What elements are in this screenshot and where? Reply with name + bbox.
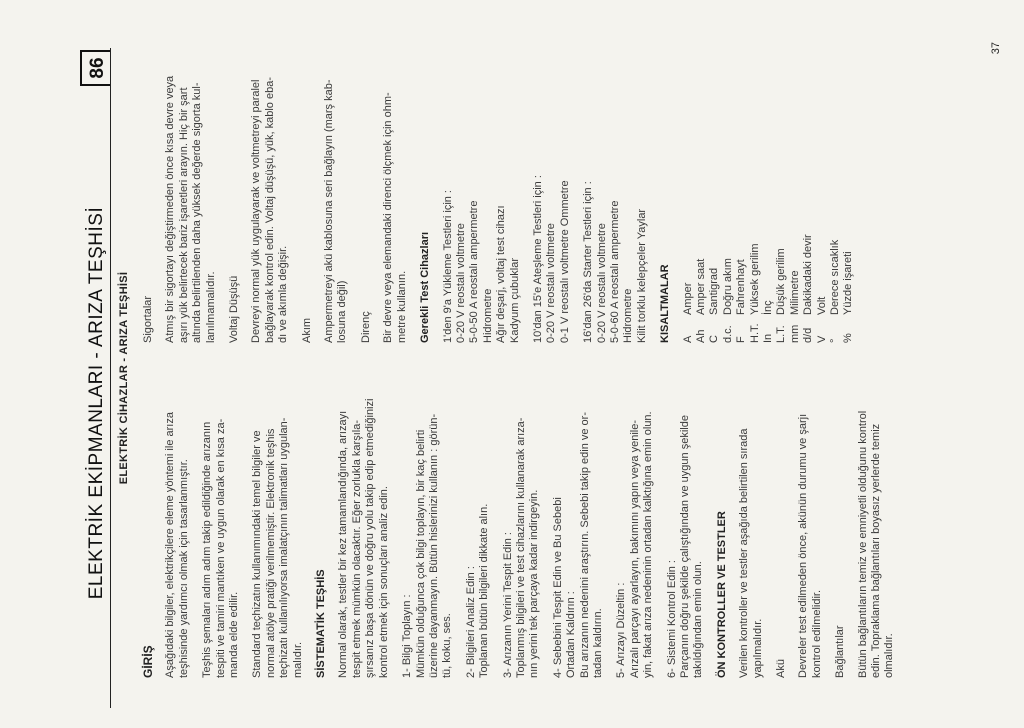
heading-kisaltmalar: KISALTMALAR xyxy=(659,264,672,343)
list-item: L.T. Düşük gerilim xyxy=(775,248,788,343)
page-title: ELEKTRİK EKİPMANLARI - ARIZA TEŞHİSİ xyxy=(86,206,107,600)
list-item: ° Derece sıcaklık xyxy=(829,239,842,343)
page-number: 37 xyxy=(990,42,1002,55)
paragraph: Standard teçhizatın kullanımındaki temel bilgiler ve normal atölye pratiği verilmemiştir. Elektronik teşhis teçhizatı kullanılıyorsa imalatçının talimatları uygulan- malıdır. xyxy=(251,417,304,678)
test-group-2: 10'dan 15'e Ateşleme Testleri için : 0-20 V reostalı voltmetre 0-1 V reostalı voltmetre Ommetre xyxy=(531,175,571,343)
paragraph: Devreyi normal yük uygulayarak ve voltmetreyi paralel bağlayarak kontrol edin. Voltaj düşüşü, yük, kablo eba- dı ve akımla değişir. xyxy=(250,77,290,343)
paragraph: Bir devre veya elemandaki direnci ölçmek için ohm- metre kullanın. xyxy=(382,92,408,343)
right-column xyxy=(142,43,856,343)
list-item: V Volt xyxy=(815,296,828,343)
step-2: 2- Bilgileri Analiz Edin : Toplanan bütün bilgileri dikkate alın. xyxy=(464,503,491,678)
list-item: mm Milimetre xyxy=(788,270,801,343)
step-3: 3- Arızanın Yerini Tespit Edin : Toplanmış bilgileri ve test cihazlarını kullanarak arıza- nın yerini tek parçaya kadar indirgeyin. xyxy=(501,417,541,678)
heading-sigortalar: Sigortalar xyxy=(142,295,154,343)
paragraph: Aşağıdaki bilgiler, elektrikçilere eleme yöntemi ile arıza teşhisinde yardımcı olmak için tasarlanmıştır. xyxy=(164,412,190,678)
list-item: d/d Dakikadaki devir xyxy=(802,234,815,343)
heading-baglantilar: Bağlantılar xyxy=(834,625,847,678)
paragraph: Bütün bağlantıların temiz ve emniyetli olduğunu kontrol edin. Topraklama bağlantıları boyasız yerlerde temiz olmalıdır. xyxy=(856,410,896,678)
section-subtitle: ELEKTRİK CİHAZLAR - ARIZA TEŞHİSİ xyxy=(118,271,130,485)
heading-gerekli-test-cihazlari: Gerekli Test Cihazları xyxy=(419,231,432,343)
step-4: 4- Sebebini Tespit Edin ve Bu Sebebi Ortadan Kaldırın : Bu arızanın nedenini araştırın. Sebebi takip edin ve or- tadan kaldırın. xyxy=(551,412,604,678)
page-header xyxy=(70,48,111,708)
step-6: 6- Sistemi Kontrol Edin : Parçanın doğru şekilde çalıştığından ve uygun şekilde takıldığından emin olun. xyxy=(665,415,705,678)
step-1: 1- Bilgi Toplayın : Mümkün olduğunca çok bilgi toplayın, bir kaç belirti üzerine dayanmayın. Bütün hislerinizi kullanın : görün- tü, koku, ses. xyxy=(401,413,454,678)
paragraph: Atmış bir sigortayı değiştirmeden önce kısa devre veya aşırı yük belirtecek bariz işaretleri arayın. Hiç bir şart altında belirtilenden daha yüksek değerde sigorta kul- lanılmamalıdır. xyxy=(164,75,217,343)
heading-voltaj: Voltaj Düşüşü xyxy=(228,275,241,343)
list-item: In İnç xyxy=(762,300,775,343)
step-5: 5- Arızayı Düzeltin : Arızalı parçayı ayarlayın, bakımını yapın veya yenile- yin, fakat arıza nedeninin ortadan kalktığına emin olun. xyxy=(615,411,655,678)
heading-giris: GİRİŞ xyxy=(141,645,155,678)
paragraph: Teşhis şemaları adım adım takip edildiğinde arızanın tespiti ve tamiri mantıken ve uygun olarak en kısa za- manda elde edilir. xyxy=(201,418,241,678)
heading-on-kontroller: ÖN KONTROLLER VE TESTLER xyxy=(715,511,728,678)
list-item: C Santigrad xyxy=(708,267,721,343)
left-column xyxy=(142,373,907,678)
test-group-1: 1'den 9'a Yükleme Testleri için : 0-20 V reostalı voltmetre 5-0-50 A reostalı ampermetre Hidrometre Ağır deşarj, voltaj test cihazı Kadyum çubuklar xyxy=(441,190,521,343)
heading-aku: Akü xyxy=(775,659,788,678)
heading-direnc: Direnç xyxy=(359,311,372,343)
paragraph: Ampermetreyi akü kablosuna seri bağlayın (marş kab- losuna değil) xyxy=(323,79,349,343)
abbreviation-list xyxy=(682,43,856,343)
paragraph: Normal olarak, testler bir kez tamamlandığında, arızayı tespit etmek mümkün olacaktır. Eğer zorlukla karşıla- şırsanız başa dönün ve doğru yolu takip edip etmediğinizi kontrol etmek için sonuçları analiz edin. xyxy=(337,398,390,678)
paragraph: Devreler test edilmeden önce, akünün durumu ve şarjı kontrol edilmelidir. xyxy=(797,413,823,678)
list-item: A Amper xyxy=(681,282,694,343)
heading-sistematik: SİSTEMATİK TEŞHİS xyxy=(315,569,328,678)
test-group-3: 16'dan 26'da Starter Testleri için : 0-20 V reostalı voltmetre 5-0-60 A reostalı ampermetre Hidrometre Kilit torklu kelepçeler Yaylar xyxy=(582,181,648,343)
paragraph: Verilen kontroller ve testler aşağıda belirtilen sırada yapılmalıdır. xyxy=(738,428,764,678)
list-item: F Fahrenhayt xyxy=(735,259,748,343)
list-item: H.T. Yüksek gerilim xyxy=(748,243,761,343)
list-item: % Yüzde işareti xyxy=(842,251,855,343)
heading-akim: Akım xyxy=(300,317,313,343)
list-item: d.c. Doğru akım xyxy=(721,258,734,343)
list-item: Ah Amper saat xyxy=(695,258,707,343)
section-number-box: 86 xyxy=(80,50,110,86)
